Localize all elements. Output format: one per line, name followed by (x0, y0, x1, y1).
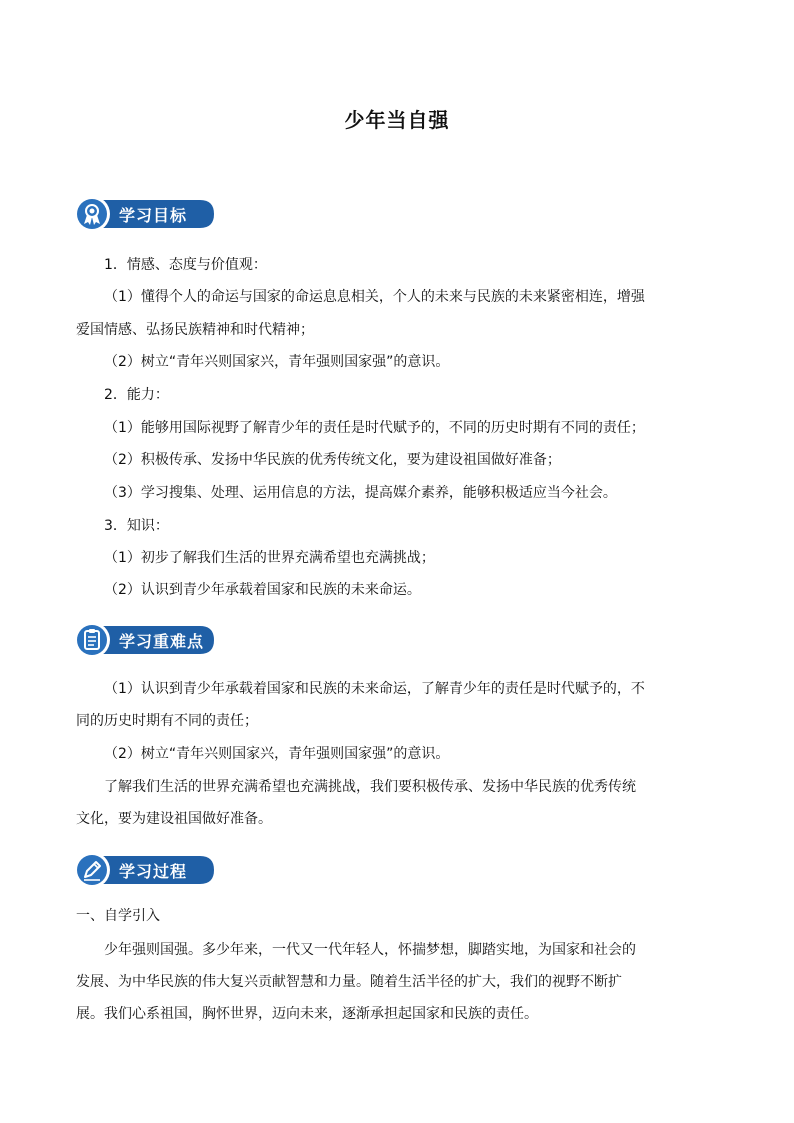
goal-line-10: （1）初步了解我们生活的世界充满希望也充满挑战； (104, 550, 435, 566)
goal-line-6: （1）能够用国际视野了解青少年的责任是时代赋予的，不同的历史时期有不同的责任； (104, 420, 645, 436)
goal-line-11: （2）认识到青少年承载着国家和民族的未来命运。 (104, 582, 421, 598)
keypoint-line-1: （1）认识到青少年承载着国家和民族的未来命运，了解青少年的责任是时代赋予的，不 (104, 681, 645, 697)
goal-line-8: （3）学习搜集、处理、运用信息的方法，提高媒介素养，能够积极适应当今社会。 (104, 485, 617, 501)
document-title: 少年当自强 (344, 108, 450, 132)
section-badge-learning-process (74, 852, 216, 888)
process-line-3: 发展、为中华民族的伟大复兴贡献智慧和力量。随着生活半径的扩大，我们的视野不断扩 (76, 974, 622, 990)
section-badge-key-points (74, 622, 216, 658)
keypoint-line-5: 文化，要为建设祖国做好准备。 (76, 811, 272, 827)
goal-line-5: 2．能力： (104, 387, 169, 403)
keypoint-line-3: （2）树立“青年兴则国家兴，青年强则国家强”的意识。 (104, 746, 450, 762)
process-line-2: 少年强则国强。多少年来，一代又一代年轻人，怀揣梦想，脚踏实地，为国家和社会的 (104, 942, 636, 958)
goal-line-2: （1）懂得个人的命运与国家的命运息息相关，个人的未来与民族的未来紧密相连，增强 (104, 289, 645, 305)
section-heading: 学习重难点 (119, 632, 205, 651)
process-line-1: 一、自学引入 (76, 908, 160, 924)
keypoint-line-2: 同的历史时期有不同的责任； (76, 713, 258, 729)
section-heading: 学习过程 (119, 862, 188, 881)
section-badge-learning-goals (74, 196, 216, 232)
goal-line-7: （2）积极传承、发扬中华民族的优秀传统文化，要为建设祖国做好准备； (104, 452, 561, 468)
goal-line-1: 1．情感、态度与价值观： (104, 257, 267, 273)
keypoint-line-4: 了解我们生活的世界充满希望也充满挑战，我们要积极传承、发扬中华民族的优秀传统 (104, 779, 636, 795)
goal-line-9: 3．知识： (104, 518, 169, 534)
process-line-4: 展。我们心系祖国，胸怀世界，迈向未来，逐渐承担起国家和民族的责任。 (76, 1006, 538, 1022)
section-heading: 学习目标 (119, 206, 188, 225)
goal-line-4: （2）树立“青年兴则国家兴，青年强则国家强”的意识。 (104, 354, 450, 370)
goal-line-3: 爱国情感、弘扬民族精神和时代精神； (76, 322, 314, 338)
